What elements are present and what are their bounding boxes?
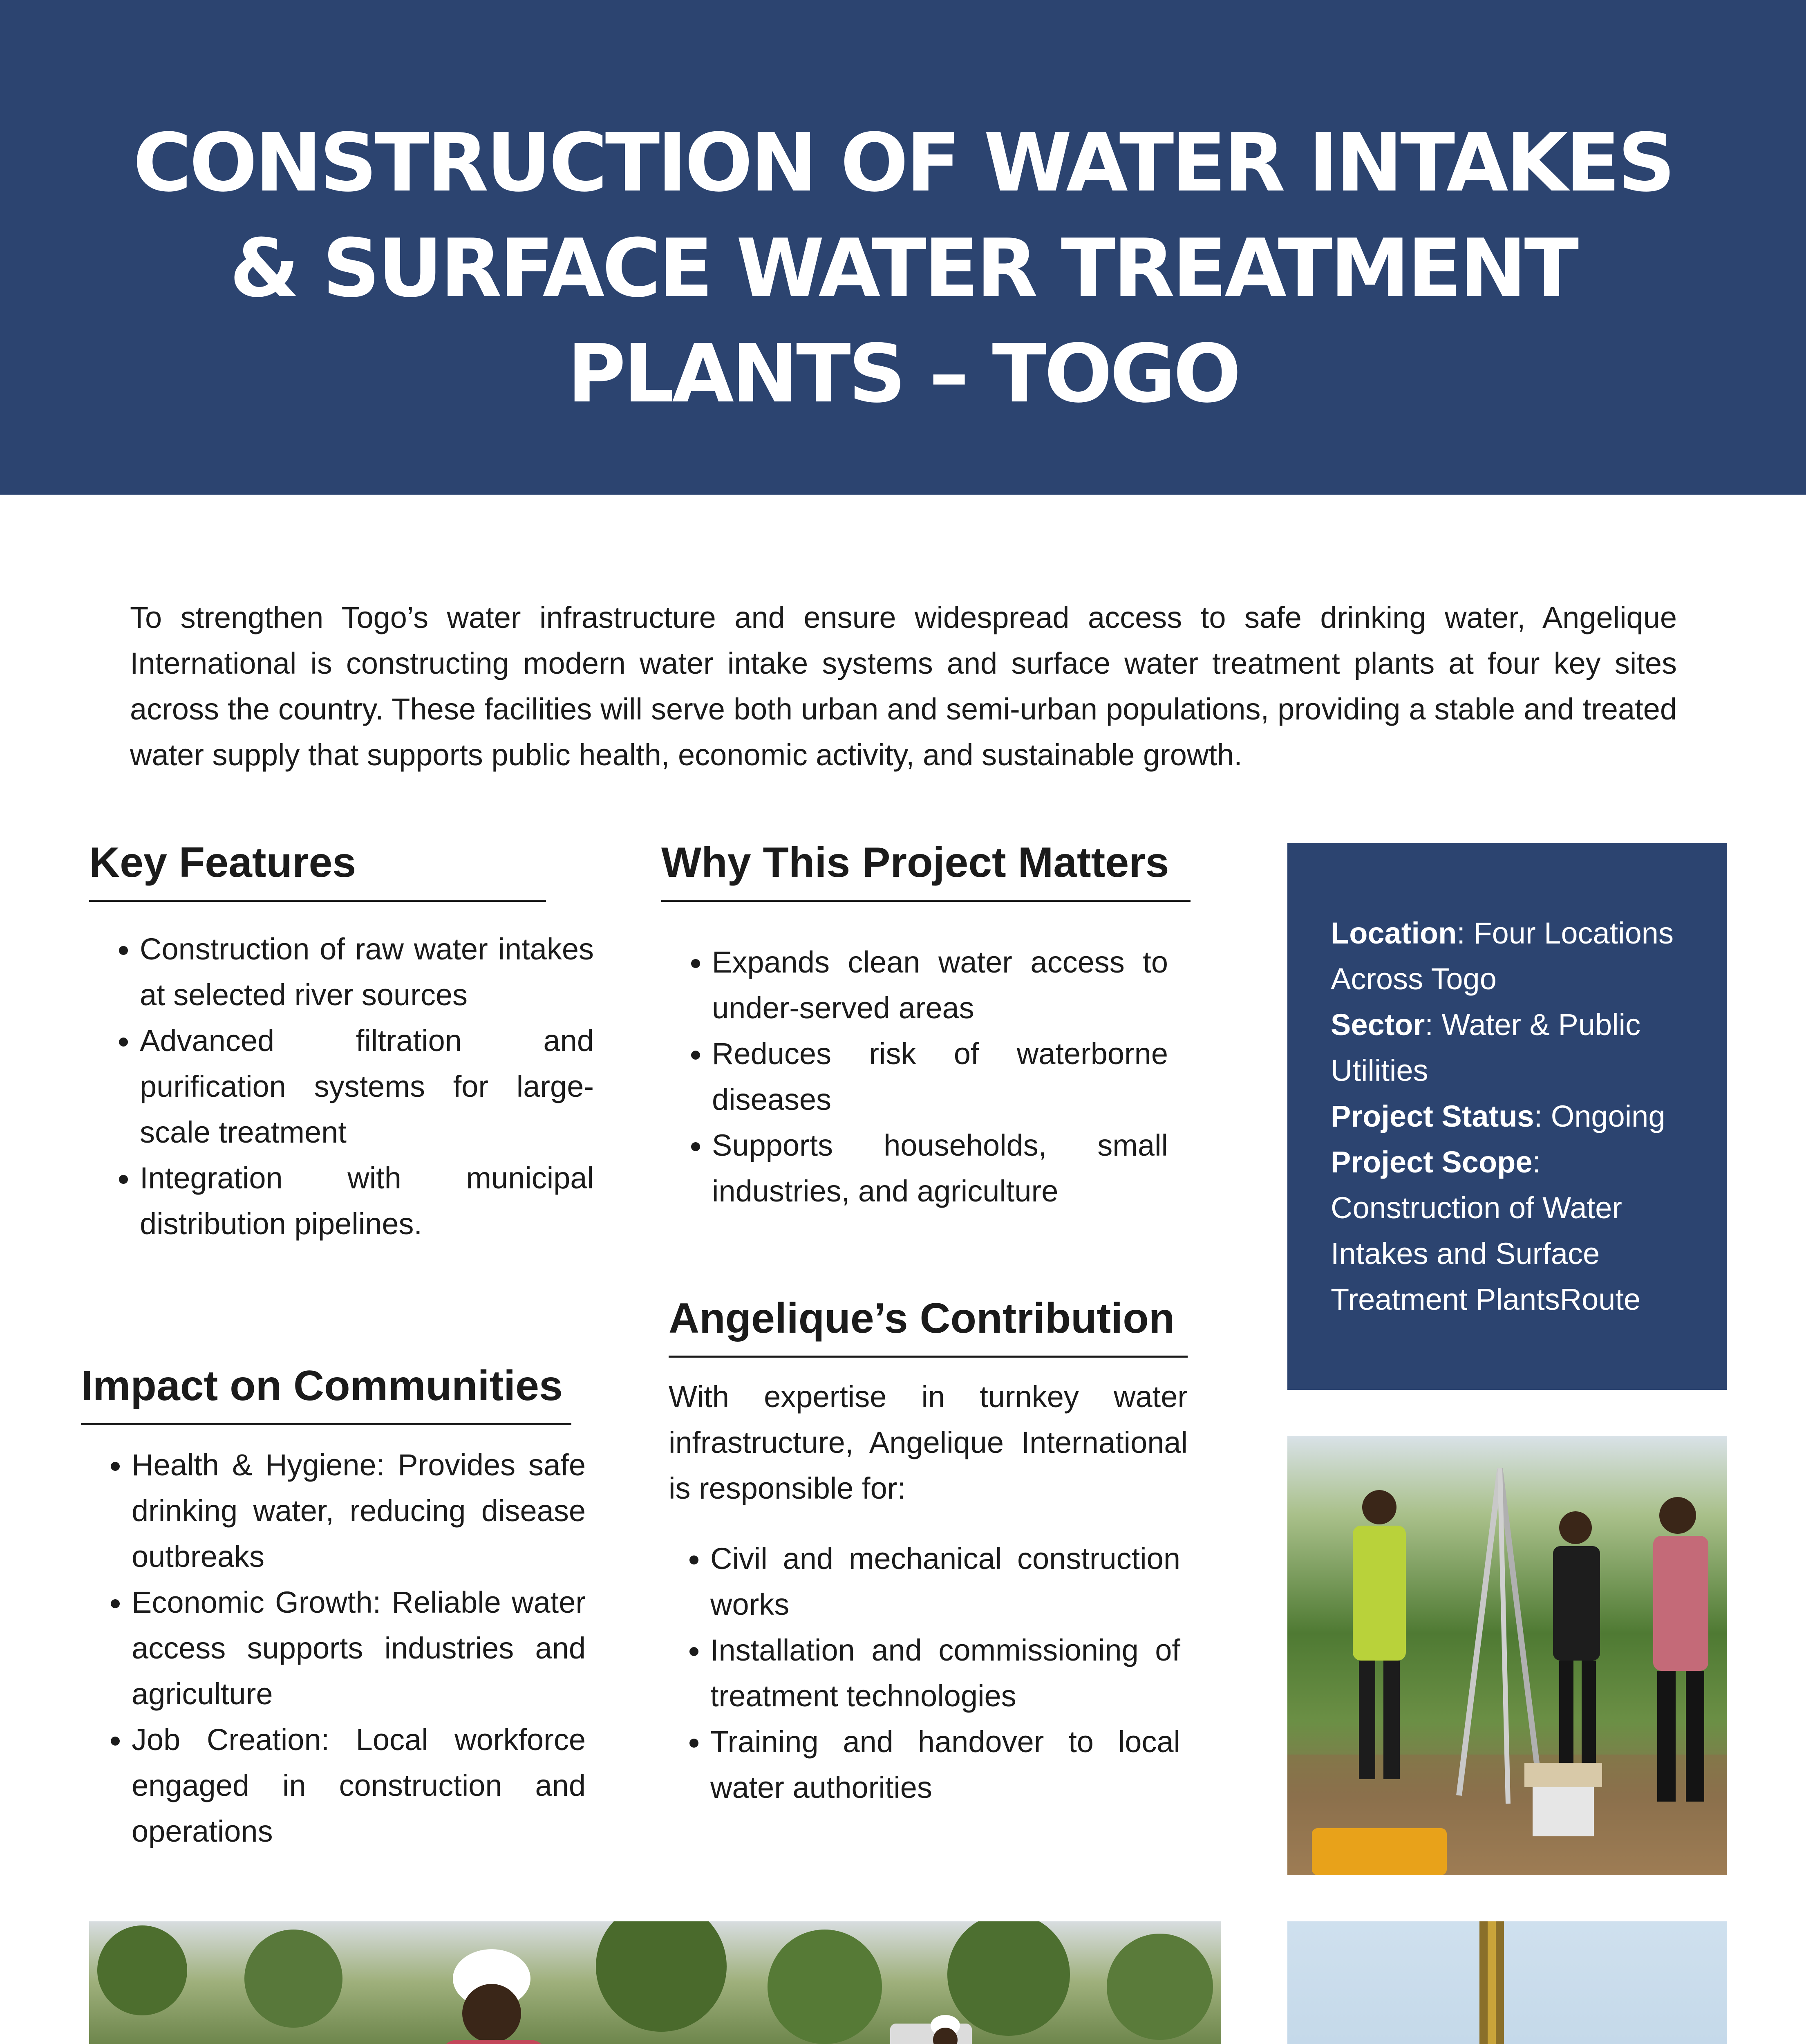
- list-item: • Integration with municipal distribution pipelines.: [140, 1155, 594, 1247]
- page-title: [0, 110, 1806, 427]
- impact-section: [81, 1359, 586, 1854]
- contribution-heading: Angelique’s Contribution: [669, 1292, 1188, 1358]
- title-line-3: PLANTS – TOGO: [567, 327, 1239, 421]
- field-workers-photo: [89, 1921, 1221, 2044]
- list-item: • Expands clean water access to under-served areas: [712, 939, 1168, 1031]
- title-line-2: & SURFACE WATER TREATMENT: [229, 222, 1577, 315]
- list-item: • Supports households, small industries, and agriculture: [712, 1123, 1168, 1214]
- list-item: • Installation and commissioning of treatment technologies: [710, 1627, 1180, 1719]
- key-features-list: [89, 926, 594, 1247]
- location-label: Location: [1331, 916, 1457, 950]
- contribution-intro: With expertise in turnkey water infrastructure, Angelique International is responsible for:: [669, 1380, 1188, 1505]
- impact-list: [81, 1442, 586, 1854]
- intro-paragraph: To strengthen Togo’s water infrastructure and ensure widespread access to safe drinking water, Angelique International is constructing modern water intake systems and surface water treatment plants at four key sites across the country. These facilities will serve both urban and semi-urban populations, providing a stable and treated water supply that supports public health, economic activity, and sustainable growth.: [130, 601, 1677, 772]
- list-item: • Reduces risk of waterborne diseases: [712, 1031, 1168, 1123]
- list-item: • Civil and mechanical construction works: [710, 1536, 1180, 1627]
- why-matters-section: [661, 836, 1168, 1214]
- contribution-list: [669, 1536, 1180, 1811]
- project-info-box: [1287, 843, 1727, 1390]
- key-features-heading: Key Features: [89, 836, 546, 902]
- scope-label: Project Scope: [1331, 1145, 1533, 1179]
- drilling-rig-photo: [1287, 1921, 1727, 2044]
- sector-value: : Water & Public Utilities: [1331, 1008, 1641, 1087]
- contribution-section: [669, 1292, 1188, 1811]
- why-matters-list: [661, 939, 1168, 1214]
- sector-label: Sector: [1331, 1008, 1425, 1042]
- why-matters-heading: Why This Project Matters: [661, 836, 1191, 902]
- project-info-text: [1331, 910, 1699, 1322]
- list-item: • Advanced filtration and purification systems for large-scale treatment: [140, 1018, 594, 1155]
- scope-value: : Construction of Water Intakes and Surface Treatment PlantsRoute: [1331, 1145, 1641, 1316]
- title-banner: [0, 0, 1806, 495]
- impact-heading: Impact on Communities: [81, 1359, 571, 1425]
- list-item: • Training and handover to local water authorities: [710, 1719, 1180, 1811]
- list-item: • Construction of raw water intakes at selected river sources: [140, 926, 594, 1018]
- list-item: • Health & Hygiene: Provides safe drinking water, reducing disease outbreaks: [132, 1442, 586, 1580]
- status-label: Project Status: [1331, 1099, 1534, 1133]
- list-item: • Economic Growth: Reliable water access supports industries and agriculture: [132, 1580, 586, 1717]
- key-features-section: [89, 836, 594, 1247]
- survey-team-photo: [1287, 1436, 1727, 1875]
- list-item: • Job Creation: Local workforce engaged in construction and operations: [132, 1717, 586, 1854]
- status-value: : Ongoing: [1534, 1099, 1665, 1133]
- location-value: : Four Locations Across Togo: [1331, 916, 1674, 996]
- title-line-1: CONSTRUCTION OF WATER INTAKES: [133, 117, 1673, 210]
